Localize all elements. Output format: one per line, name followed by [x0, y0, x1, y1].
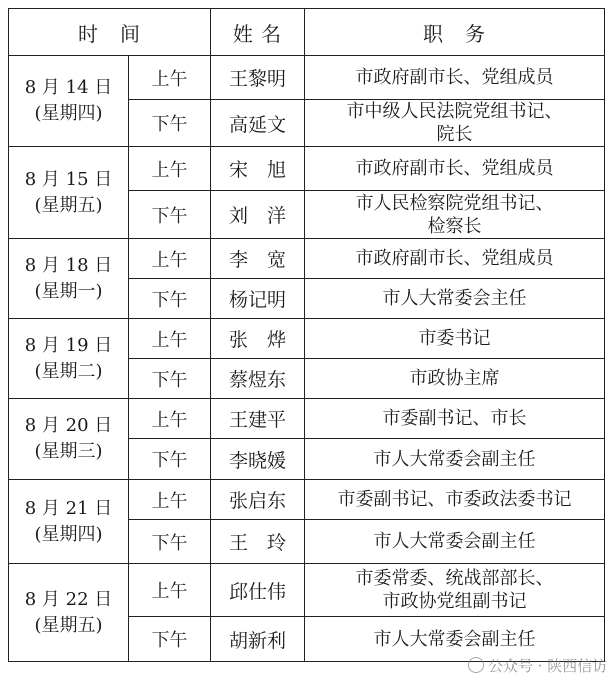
name-cell: 李晓媛 — [211, 439, 305, 480]
header-name: 姓 名 — [211, 9, 305, 56]
duty-cell — [305, 239, 605, 279]
half-day-cell: 下午 — [129, 617, 211, 662]
duty-line: 市政协主席 — [409, 368, 500, 389]
duty-line: 市人大常委会副主任 — [373, 448, 536, 470]
date-text: 8 月 15 日 — [24, 168, 113, 190]
date-cell — [9, 239, 129, 319]
table-row — [9, 399, 605, 439]
duty-line: 市委副书记、市长 — [382, 408, 527, 429]
duty-line: 市政府副市长、党组成员 — [355, 67, 554, 88]
date-text: 8 月 21 日 — [24, 497, 113, 519]
half-day-cell: 下午 — [129, 439, 211, 480]
name-cell: 邱仕伟 — [211, 564, 305, 617]
weekday-text: (星期二) — [34, 360, 103, 382]
date-text: 8 月 20 日 — [24, 415, 113, 436]
duty-line: 市委副书记、市委政法委书记 — [337, 489, 572, 510]
weekday-text: (星期五) — [34, 194, 103, 216]
duty-cell — [305, 399, 605, 439]
half-day-cell: 下午 — [129, 520, 211, 564]
half-day-cell: 下午 — [129, 279, 211, 319]
name-cell: 宋 旭 — [211, 147, 305, 191]
duty-cell — [305, 100, 605, 147]
date-cell — [9, 56, 129, 147]
header-time: 时 间 — [9, 9, 211, 56]
date-cell — [9, 480, 129, 564]
duty-cell — [305, 319, 605, 359]
duty-cell — [305, 359, 605, 399]
duty-cell — [305, 56, 605, 100]
duty-line: 市政府副市长、党组成员 — [355, 248, 554, 269]
half-day-cell: 上午 — [129, 56, 211, 100]
date-text: 8 月 22 日 — [24, 588, 113, 610]
name-cell: 李 宽 — [211, 239, 305, 279]
duty-line: 市中级人民法院党组书记、 — [346, 101, 563, 122]
half-day-cell: 上午 — [129, 239, 211, 279]
date-text: 8 月 19 日 — [24, 334, 113, 356]
duty-line: 市人大常委会主任 — [382, 288, 527, 309]
duty-cell — [305, 564, 605, 617]
date-cell — [9, 319, 129, 399]
name-cell: 张 烨 — [211, 319, 305, 359]
weekday-text: (星期三) — [34, 441, 103, 462]
duty-line: 市人大常委会副主任 — [373, 628, 536, 650]
name-cell: 刘 洋 — [211, 191, 305, 239]
watermark-text: 公众号 · 陕西信访 — [488, 656, 608, 675]
duty-cell — [305, 480, 605, 520]
duty-line: 检察长 — [427, 215, 482, 237]
name-cell: 王 玲 — [211, 520, 305, 564]
duty-cell — [305, 191, 605, 239]
header-duty: 职 务 — [305, 9, 605, 56]
date-cell — [9, 564, 129, 662]
half-day-cell: 上午 — [129, 480, 211, 520]
table-row — [9, 56, 605, 100]
header-row — [9, 9, 605, 56]
name-cell: 王黎明 — [211, 56, 305, 100]
table-row — [9, 239, 605, 279]
name-cell: 王建平 — [211, 399, 305, 439]
watermark — [468, 652, 608, 678]
name-cell: 高延文 — [211, 100, 305, 147]
schedule-body — [9, 56, 605, 662]
weekday-text: (星期一) — [34, 280, 103, 302]
duty-line: 市政协党组副书记 — [382, 591, 527, 612]
duty-cell — [305, 279, 605, 319]
half-day-cell: 下午 — [129, 359, 211, 399]
duty-line: 市委书记 — [418, 328, 491, 349]
name-cell: 张启东 — [211, 480, 305, 520]
half-day-cell: 下午 — [129, 100, 211, 147]
duty-line: 市人大常委会副主任 — [373, 531, 536, 552]
duty-line: 市政府副市长、党组成员 — [355, 158, 554, 179]
date-cell — [9, 399, 129, 480]
date-text: 8 月 14 日 — [24, 77, 113, 98]
half-day-cell: 上午 — [129, 399, 211, 439]
duty-line: 市委常委、统战部部长、 — [355, 568, 554, 589]
weekday-text: (星期四) — [34, 523, 103, 545]
half-day-cell: 上午 — [129, 319, 211, 359]
half-day-cell: 上午 — [129, 564, 211, 617]
half-day-cell: 下午 — [129, 191, 211, 239]
half-day-cell: 上午 — [129, 147, 211, 191]
duty-cell — [305, 147, 605, 191]
date-cell — [9, 147, 129, 239]
duty-line: 院长 — [436, 124, 473, 145]
name-cell: 胡新利 — [211, 617, 305, 662]
duty-line: 市人民检察院党组书记、 — [355, 192, 554, 214]
schedule-table — [8, 8, 605, 662]
wechat-icon — [468, 657, 484, 673]
duty-cell — [305, 439, 605, 480]
name-cell: 杨记明 — [211, 279, 305, 319]
weekday-text: (星期五) — [34, 614, 103, 636]
weekday-text: (星期四) — [34, 103, 103, 124]
table-row — [9, 480, 605, 520]
table-row — [9, 564, 605, 617]
table-row — [9, 319, 605, 359]
duty-cell — [305, 520, 605, 564]
date-text: 8 月 18 日 — [24, 254, 113, 276]
name-cell: 蔡煜东 — [211, 359, 305, 399]
table-row — [9, 147, 605, 191]
